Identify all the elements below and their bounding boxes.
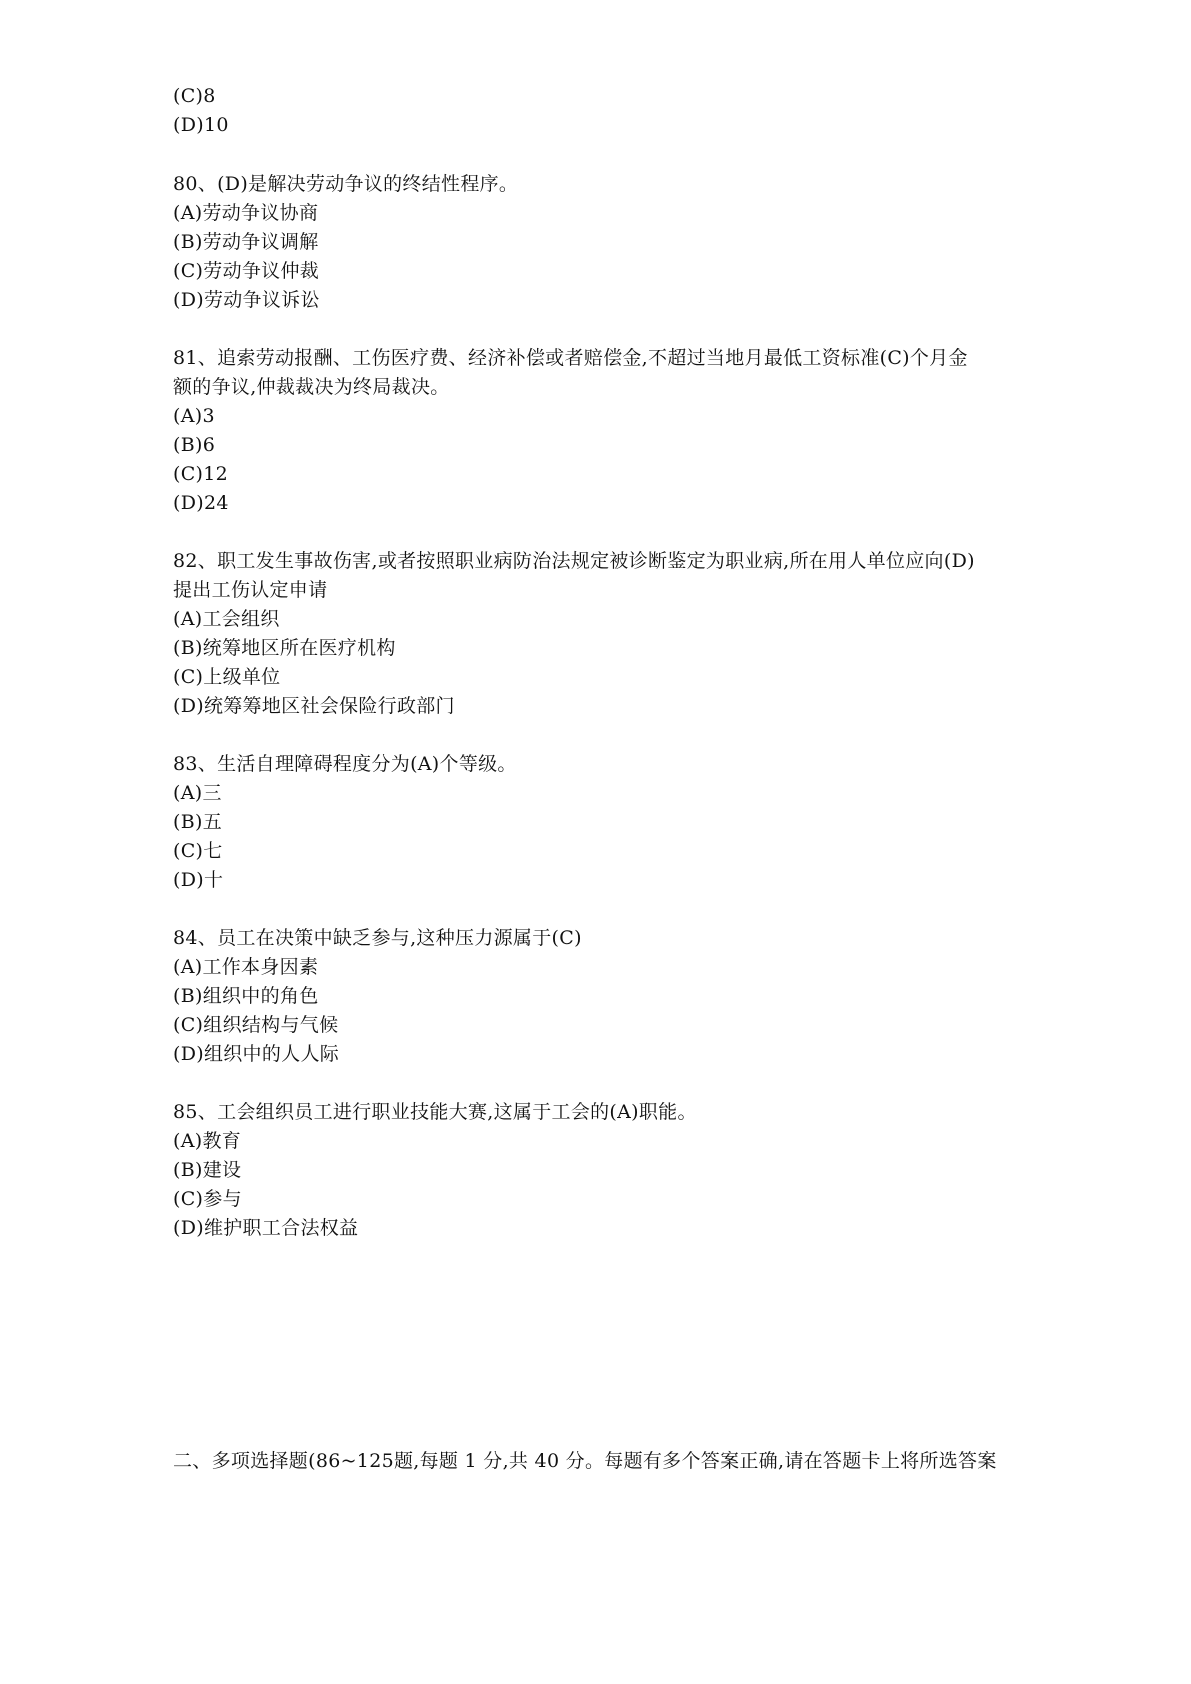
option-line: (D)统筹筹地区社会保险行政部门	[173, 695, 455, 717]
question-stem: 82、职工发生事故伤害,或者按照职业病防治法规定被诊断鉴定为职业病,所在用人单位应向(D)	[173, 550, 975, 572]
option-line: (C)上级单位	[173, 666, 281, 688]
option-line: (B)6	[173, 434, 216, 456]
option-line: (B)五	[173, 811, 222, 833]
question-stem: 83、生活自理障碍程度分为(A)个等级。	[173, 753, 517, 775]
option-line: (B)建设	[173, 1159, 242, 1181]
option-line: (D)维护职工合法权益	[173, 1217, 359, 1239]
question-stem: 额的争议,仲裁裁决为终局裁决。	[173, 376, 450, 398]
option-line: (C)参与	[173, 1188, 242, 1210]
option-line: (B)统筹地区所在医疗机构	[173, 637, 396, 659]
option-line: (C)组织结构与气候	[173, 1014, 339, 1036]
option-line: (D)10	[173, 114, 229, 136]
option-line: (D)组织中的人人际	[173, 1043, 340, 1065]
option-line: (C)七	[173, 840, 223, 862]
option-line: (A)工作本身因素	[173, 956, 319, 978]
option-line: (A)三	[173, 782, 222, 804]
option-line: (D)十	[173, 869, 224, 891]
question-stem: 84、员工在决策中缺乏参与,这种压力源属于(C)	[173, 927, 582, 949]
option-line: (C)8	[173, 85, 216, 107]
question-stem: 提出工伤认定申请	[173, 579, 328, 601]
question-stem: 85、工会组织员工进行职业技能大赛,这属于工会的(A)职能。	[173, 1101, 697, 1123]
question-stem: 81、追索劳动报酬、工伤医疗费、经济补偿或者赔偿金,不超过当地月最低工资标准(C)个月金	[173, 347, 968, 369]
option-line: (B)劳动争议调解	[173, 231, 319, 253]
option-line: (A)教育	[173, 1130, 242, 1152]
option-line: (C)12	[173, 463, 229, 485]
option-line: (A)3	[173, 405, 215, 427]
option-line: (A)劳动争议协商	[173, 202, 319, 224]
option-line: (B)组织中的角色	[173, 985, 319, 1007]
section-heading: 二、多项选择题(86~125题,每题 1 分,共 40 分。每题有多个答案正确,请在答题卡上将所选答案	[173, 1450, 997, 1472]
option-line: (C)劳动争议仲裁	[173, 260, 320, 282]
option-line: (D)劳动争议诉讼	[173, 289, 320, 311]
option-line: (A)工会组织	[173, 608, 280, 630]
question-stem: 80、(D)是解决劳动争议的终结性程序。	[173, 173, 519, 195]
option-line: (D)24	[173, 492, 229, 514]
